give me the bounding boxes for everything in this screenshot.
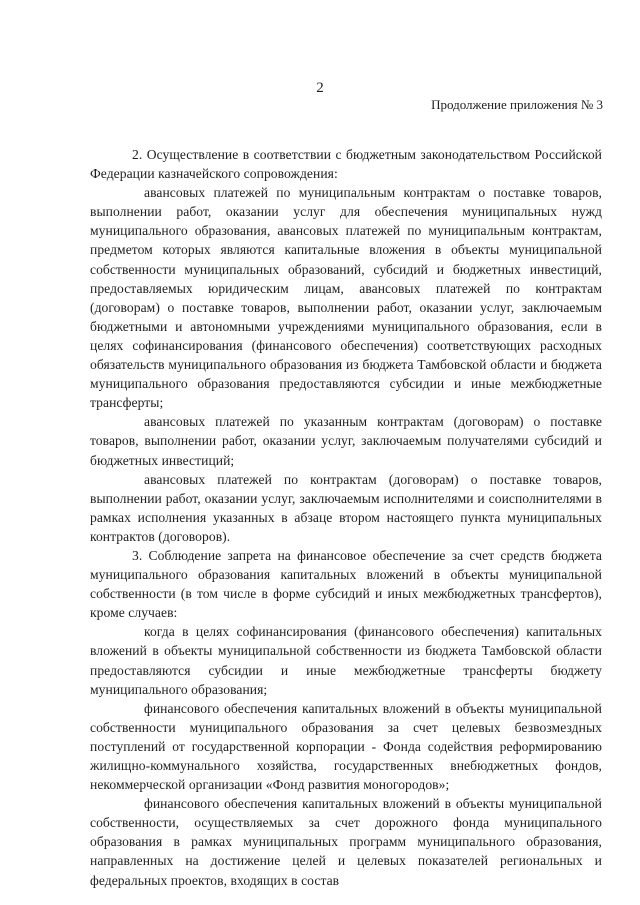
paragraph-cofinancing-case: когда в целях софинансирования (финансового обеспечения) капитальных вложений в объекты муниципальной собственности из бюджета Тамбовской области предоставляются субсидии и иные межбюджетные трансферты бюджету муниципального образования; <box>90 624 602 697</box>
paragraph-targeted-receipts-case: финансового обеспечения капитальных вложений в объекты муниципальной собственности муниципального образования за счет целевых безвозмездных поступлений от государственной корпорации - Фонда содействия реформированию жилищно-коммунального хозяйства, государственных внебюджетных фондов, некоммерческой организации «Фонд развития моногородов»; <box>90 700 602 793</box>
paragraph-advance-payments-contractors: авансовых платежей по контрактам (договорам) о поставке товаров, выполнении работ, оказании услуг, заключаемым исполнителями и соисполнителями в рамках исполнения указанных в абзаце втором настоящего пункта муниципальных контрактов (договоров). <box>90 471 602 544</box>
paragraph-advance-payments-recipients: авансовых платежей по указанным контрактам (договорам) о поставке товаров, выполнении работ, оказании услуг, заключаемым получателями субсидий и бюджетных инвестиций; <box>90 414 602 468</box>
paragraph-item-3: 3. Соблюдение запрета на финансовое обеспечение за счет средств бюджета муниципального образования капитальных вложений в объекты муниципальной собственности (в том числе в форме субсидий и иных межбюджетных трансфертов), кроме случаев: <box>90 547 602 621</box>
page-number: 2 <box>316 80 324 96</box>
paragraph-road-fund-case: финансового обеспечения капитальных вложений в объекты муниципальной собственности, осуществляемых за счет дорожного фонда муниципального образования в рамках муниципальных программ муниципального образования, направленных на достижение целей и целевых показателей региональных и федеральных проектов, входящих в состав <box>90 796 602 888</box>
paragraph-item-2: 2. Осуществление в соответствии с бюджетным законодательством Российской Федерации казначейского сопровождения: <box>90 147 602 182</box>
document-body <box>90 145 602 890</box>
paragraph-advance-payments-municipal: авансовых платежей по муниципальным контрактам о поставке товаров, выполнении работ, оказании услуг для обеспечения муниципальных нужд муниципального образования, авансовых платежей по муниципальным контрактам, предметом которых являются капитальные вложения в объекты муниципальной собственности муниципальных образований, субсидий и бюджетных инвестиций, предоставляемых юридическим лицам, авансовых платежей по контрактам (договорам) о поставке товаров, выполнении работ, оказании услуг, заключаемым бюджетными и автономными учреждениями муниципального образования, если в целях софинансирования (финансового обеспечения) соответствующих расходных обязательств муниципального образования из бюджета Тамбовской области и бюджета муниципального образования предоставляются субсидии и иные межбюджетные трансферты; <box>90 185 602 411</box>
appendix-continuation-note: Продолжение приложения № 3 <box>431 97 603 112</box>
